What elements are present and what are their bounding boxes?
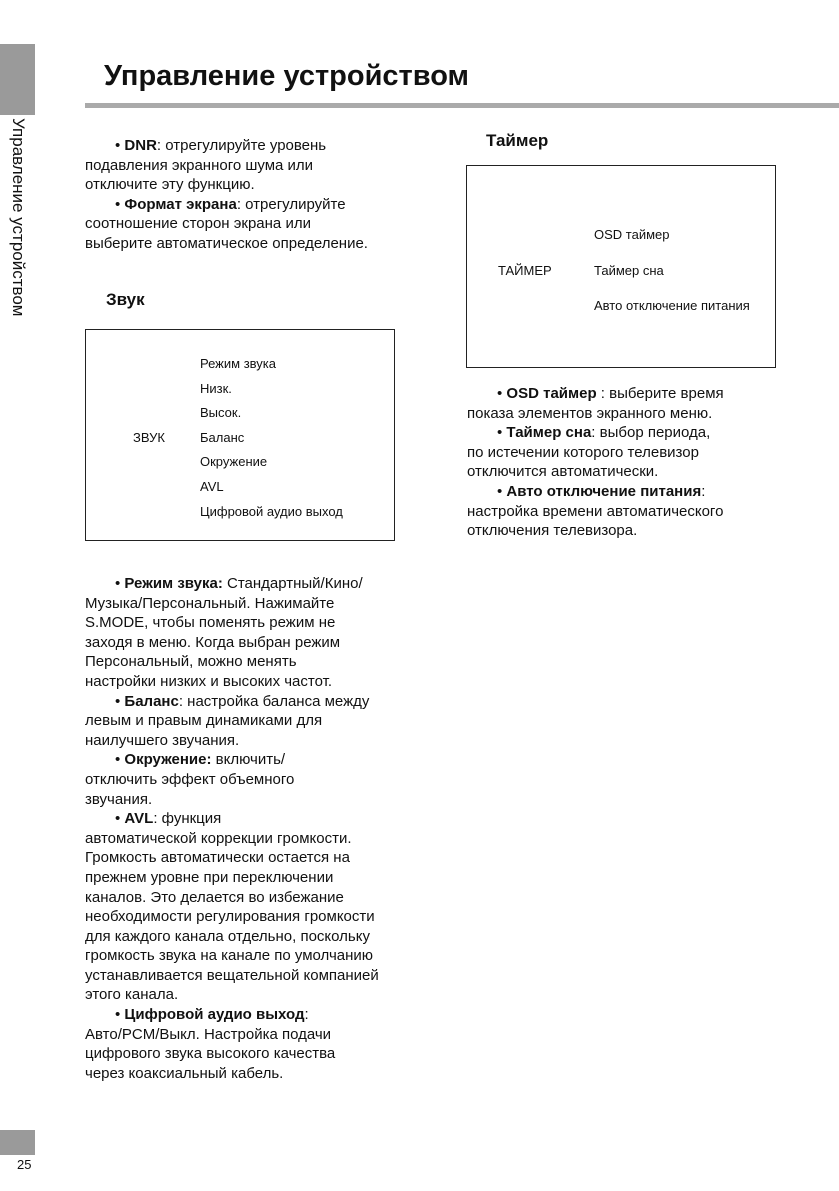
term: Таймер сна <box>506 424 592 442</box>
paragraph-line <box>85 770 379 790</box>
paragraph-line <box>85 1064 379 1084</box>
paragraph-line <box>467 423 724 443</box>
term: Авто отключение питания <box>506 482 702 500</box>
menu-item: Низк. <box>200 380 232 396</box>
paragraph-line <box>85 214 368 234</box>
description-text: : отрегулируйте уровень <box>156 137 327 154</box>
term: Окружение: <box>124 751 212 769</box>
term: Баланс <box>124 692 179 710</box>
page-number-marker <box>0 1130 35 1155</box>
description-text: Авто/PCM/Выкл. Настройка подачи <box>85 1025 332 1043</box>
paragraph-line <box>85 966 379 986</box>
term: Формат экрана <box>124 195 237 213</box>
description-text: : <box>701 482 706 500</box>
menu-item: Таймер сна <box>594 262 664 278</box>
description-text: левым и правым динамиками для <box>85 712 323 730</box>
description-text: Стандартный/Кино/ <box>222 575 363 592</box>
title-rule <box>85 103 839 108</box>
menu-item: Окружение <box>200 454 268 470</box>
paragraph-line <box>85 175 368 195</box>
bullet-icon: • <box>115 195 125 213</box>
side-section-label: Управление устройством <box>9 118 28 317</box>
description-text: заходя в меню. Когда выбран режим <box>85 633 341 651</box>
description-text: отключите эту функцию. <box>85 176 255 194</box>
description-text: настройки низких и высоких частот. <box>85 672 332 690</box>
description-text: включить/ <box>211 751 286 769</box>
description-text: каналов. Это делается во избежание <box>85 888 344 906</box>
sound-menu-label: ЗВУК <box>133 430 165 445</box>
paragraph-line <box>85 946 379 966</box>
picture-settings-text <box>85 136 368 254</box>
bullet-icon: • <box>115 692 125 710</box>
menu-item: AVL <box>200 479 224 494</box>
paragraph-line <box>85 156 368 176</box>
paragraph-line <box>467 443 724 463</box>
description-text: Громкость автоматически остается на <box>85 849 350 867</box>
paragraph-line <box>467 462 724 482</box>
term: OSD таймер <box>506 385 597 402</box>
page-title: Управление устройством <box>104 60 469 92</box>
paragraph-line <box>85 790 379 810</box>
paragraph-line <box>85 888 379 908</box>
timer-menu-label: ТАЙМЕР <box>498 263 552 278</box>
description-text: : <box>304 1006 309 1024</box>
description-text: громкость звука на канале по умолчанию <box>85 947 374 965</box>
sound-menu-diagram <box>85 329 395 541</box>
paragraph-line <box>85 613 379 633</box>
sound-heading: Звук <box>106 290 145 309</box>
paragraph-line <box>85 848 379 868</box>
paragraph-line <box>85 1044 379 1064</box>
description-text: настройка времени автоматического <box>467 502 724 520</box>
menu-item: Авто отключение питания <box>594 298 750 313</box>
menu-item: OSD таймер <box>594 227 670 242</box>
description-text: необходимости регулирования громкости <box>85 908 375 926</box>
paragraph-line <box>467 521 724 541</box>
paragraph-line <box>85 692 379 712</box>
description-text: цифрового звука высокого качества <box>85 1045 336 1063</box>
paragraph-line <box>467 502 724 522</box>
bullet-icon: • <box>115 1006 125 1024</box>
description-text: этого канала. <box>85 986 179 1004</box>
paragraph-line <box>467 384 724 404</box>
paragraph-line <box>85 711 379 731</box>
description-text: : функция <box>153 810 222 828</box>
description-text: наилучшего звучания. <box>85 731 240 749</box>
paragraph-line <box>85 195 368 215</box>
menu-item: Высок. <box>200 405 242 421</box>
paragraph-line <box>467 404 724 424</box>
paragraph-line <box>85 868 379 888</box>
paragraph-line <box>85 829 379 849</box>
paragraph-line <box>85 731 379 751</box>
paragraph-line <box>85 985 379 1005</box>
bullet-icon: • <box>497 482 507 500</box>
description-text: подавления экранного шума или <box>85 156 314 174</box>
bullet-icon: • <box>115 751 125 769</box>
bullet-icon: • <box>497 424 507 442</box>
paragraph-line <box>85 136 368 156</box>
description-text: : настройка баланса между <box>178 692 370 710</box>
paragraph-line <box>85 574 379 594</box>
description-text: звучания. <box>85 790 153 808</box>
paragraph-line <box>85 672 379 692</box>
paragraph-line <box>85 927 379 947</box>
description-text: соотношение сторон экрана или <box>85 215 311 233</box>
paragraph-line <box>467 482 724 502</box>
menu-item: Цифровой аудио выход <box>200 503 343 519</box>
description-text: Музыка/Персональный. Нажимайте <box>85 594 335 612</box>
bullet-icon: • <box>115 810 125 828</box>
description-text: прежнем уровне при переключении <box>85 868 334 886</box>
menu-item: Баланс <box>200 429 245 445</box>
description-text: отключится автоматически. <box>467 463 659 481</box>
description-text: Персональный, можно менять <box>85 653 297 671</box>
description-text: через коаксиальный кабель. <box>85 1064 284 1082</box>
paragraph-line <box>85 234 368 254</box>
description-text: S.MODE, чтобы поменять режим не <box>85 614 336 632</box>
paragraph-line <box>85 907 379 927</box>
timer-heading: Таймер <box>486 131 549 150</box>
term: Режим звука: <box>124 575 223 592</box>
bullet-icon: • <box>497 385 507 402</box>
description-text: автоматической коррекции громкости. <box>85 829 352 847</box>
term: AVL <box>124 810 154 828</box>
paragraph-line <box>85 750 379 770</box>
menu-item: Режим звука <box>200 356 276 371</box>
bullet-icon: • <box>115 137 125 154</box>
description-text: : выберите время <box>596 385 724 402</box>
description-text: показа элементов экранного меню. <box>467 404 713 422</box>
description-text: по истечении которого телевизор <box>467 443 699 461</box>
paragraph-line <box>85 809 379 829</box>
paragraph-line <box>85 594 379 614</box>
description-text: отключения телевизора. <box>467 522 638 540</box>
description-text: выберите автоматическое определение. <box>85 234 368 252</box>
side-tab-marker <box>0 44 35 115</box>
bullet-icon: • <box>115 575 125 592</box>
paragraph-line <box>85 1005 379 1025</box>
sound-settings-text <box>85 574 379 1083</box>
timer-settings-text <box>467 384 724 541</box>
page-number: 25 <box>17 1157 32 1172</box>
paragraph-line <box>85 1025 379 1045</box>
timer-menu-diagram <box>466 165 776 368</box>
description-text: отключить эффект объемного <box>85 770 295 788</box>
description-text: : отрегулируйте <box>236 195 346 213</box>
term: DNR <box>124 137 157 154</box>
paragraph-line <box>85 652 379 672</box>
paragraph-line <box>85 633 379 653</box>
description-text: для каждого канала отдельно, поскольку <box>85 927 370 945</box>
description-text: устанавливается вещательной компанией <box>85 966 379 984</box>
description-text: : выбор периода, <box>591 424 711 442</box>
term: Цифровой аудио выход <box>124 1006 305 1024</box>
